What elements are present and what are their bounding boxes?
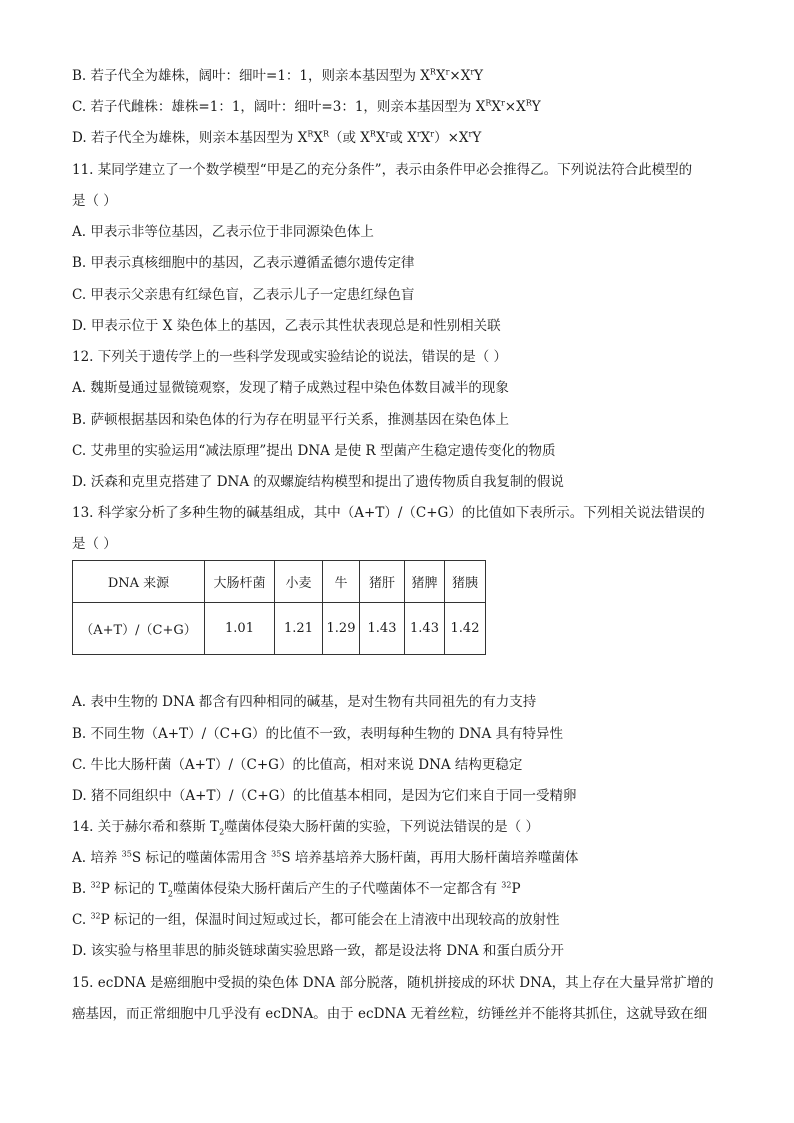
- q11-stem-cont: 是（ ）: [72, 193, 117, 209]
- q13-option-d: D. 猪不同组织中（A+T）/（C+G）的比值基本相同，是因为它们来自于同一受精卵: [72, 788, 577, 804]
- q14-option-c: C. $^{32}$P 标记的一组，保温时间过短或过长，都可能会在上清液中出现较高的放射性: [72, 911, 560, 928]
- q11-stem: 11. 某同学建立了一个数学模型“甲是乙的充分条件”，表示由条件甲必会推得乙。下列说法符合此模型的: [72, 162, 693, 178]
- q11-option-a: A. 甲表示非等位基因，乙表示位于非同源染色体上: [72, 224, 374, 240]
- table-row: [73, 603, 486, 655]
- table-cell: 1.42: [445, 603, 486, 655]
- table-header-cell: 牛: [323, 561, 360, 603]
- table-cell: 1.43: [360, 603, 405, 655]
- q12-option-d: D. 沃森和克里克搭建了 DNA 的双螺旋结构模型和提出了遗传物质自我复制的假说: [72, 474, 564, 490]
- table-header-row: [73, 561, 486, 603]
- q13-stem: 13. 科学家分析了多种生物的碱基组成，其中（A+T）/（C+G）的比值如下表所示。下列相关说法错误的: [72, 505, 705, 521]
- table-header-cell: 猪脾: [405, 561, 445, 603]
- q12-option-c: C. 艾弗里的实验运用“减法原理”提出 DNA 是使 R 型菌产生稳定遗传变化的物质: [72, 443, 556, 459]
- q12-option-a: A. 魏斯曼通过显微镜观察，发现了精子成熟过程中染色体数目减半的现象: [72, 380, 509, 396]
- table-row-label: （A+T）/（C+G）: [73, 603, 205, 655]
- q14-option-b: B. $^{32}$P 标记的 $T_2$噬菌体侵染大肠杆菌后产生的子代噬菌体不一定都含有 $^{32}$P: [72, 880, 521, 899]
- table-header-cell: 小麦: [275, 561, 323, 603]
- table-header-cell: 猪肝: [360, 561, 405, 603]
- q13-option-a: A. 表中生物的 DNA 都含有四种相同的碱基，是对生物有共同祖先的有力支持: [72, 694, 537, 710]
- q10-option-d: D. 若子代全为雄株，则亲本基因型为 $X^RX^R$（或 $X^RX^r$或 $X^rX^r)\times X^rY$: [72, 129, 482, 146]
- q10-option-b: B. 若子代全为雄株，阔叶：细叶=1：1，则亲本基因型为 $X^RX^r\times X^rY$: [72, 67, 484, 84]
- q12-stem: 12. 下列关于遗传学上的一些科学发现或实验结论的说法，错误的是（ ）: [72, 349, 508, 365]
- q13-stem-cont: 是（ ）: [72, 536, 117, 552]
- table-header-cell: DNA 来源: [73, 561, 205, 603]
- q11-option-c: C. 甲表示父亲患有红绿色盲，乙表示儿子一定患红绿色盲: [72, 287, 415, 303]
- q14-stem: 14. 关于赫尔希和蔡斯 $T_2$噬菌体侵染大肠杆菌的实验，下列说法错误的是（ ）: [72, 819, 539, 837]
- q15-stem: 15. ecDNA 是癌细胞中受损的染色体 DNA 部分脱落，随机拼接成的环状 DNA，其上存在大量异常扩增的: [72, 975, 714, 991]
- base-ratio-table: [72, 560, 486, 655]
- q15-stem-cont: 癌基因，而正常细胞中几乎没有 ecDNA。由于 ecDNA 无着丝粒，纺锤丝并不能将其抓住，这就导致在细: [72, 1006, 708, 1022]
- table-cell: 1.21: [275, 603, 323, 655]
- table-cell: 1.43: [405, 603, 445, 655]
- q11-option-b: B. 甲表示真核细胞中的基因，乙表示遵循孟德尔遗传定律: [72, 255, 415, 271]
- q14-option-d: D. 该实验与格里菲思的肺炎链球菌实验思路一致，都是设法将 DNA 和蛋白质分开: [72, 943, 564, 959]
- q11-option-d: D. 甲表示位于 X 染色体上的基因，乙表示其性状表现总是和性别相关联: [72, 318, 501, 334]
- table-header-cell: 大肠杆菌: [205, 561, 275, 603]
- table-cell: 1.29: [323, 603, 360, 655]
- q10-option-c: C. 若子代雌株：雄株=1：1，阔叶：细叶=3：1，则亲本基因型为 $X^RX^r\times X^RY$: [72, 98, 541, 115]
- q12-option-b: B. 萨顿根据基因和染色体的行为存在明显平行关系，推测基因在染色体上: [72, 412, 510, 428]
- table-header-cell: 猪胰: [445, 561, 486, 603]
- q13-option-b: B. 不同生物（A+T）/（C+G）的比值不一致，表明每种生物的 DNA 具有特异性: [72, 726, 564, 742]
- q13-option-c: C. 牛比大肠杆菌（A+T）/（C+G）的比值高，相对来说 DNA 结构更稳定: [72, 757, 523, 773]
- q14-option-a: A. 培养 $^{35}$S 标记的噬菌体需用含 $^{35}$S 培养基培养大肠杆菌，再用大肠杆菌培养噬菌体: [72, 849, 579, 866]
- table-cell: 1.01: [205, 603, 275, 655]
